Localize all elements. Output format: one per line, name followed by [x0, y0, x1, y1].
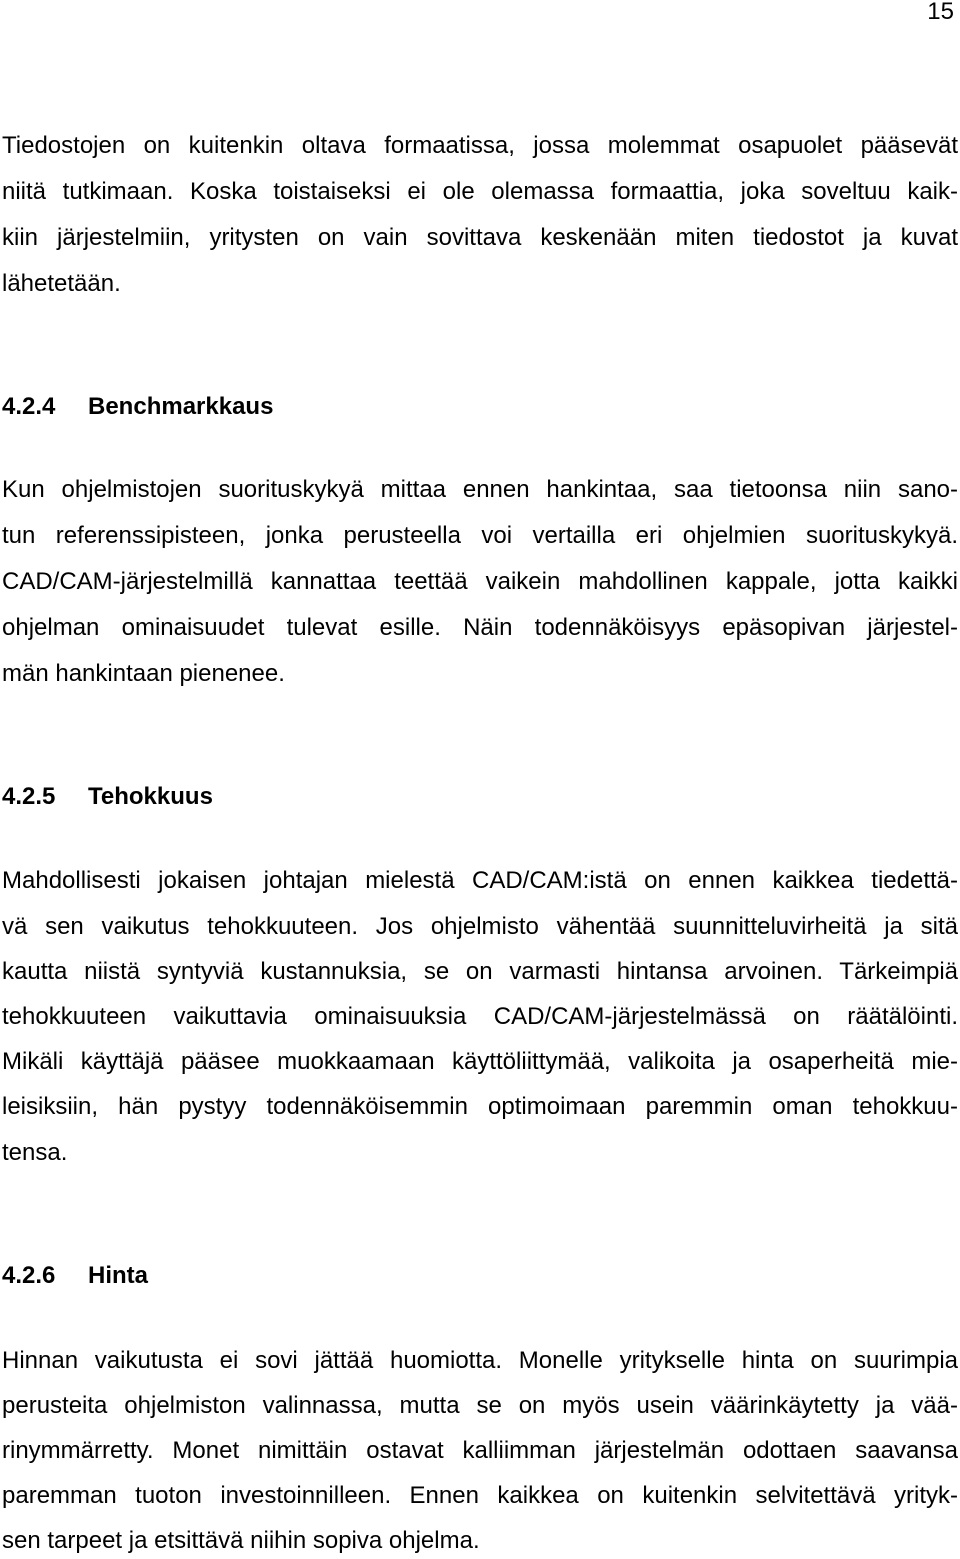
- section-number: 4.2.5: [2, 783, 56, 810]
- paragraph-line: vä sen vaikutus tehokkuuteen. Jos ohjelmisto vähentää suunnitteluvirheitä ja sitä: [2, 913, 958, 940]
- paragraph-line: ohjelman ominaisuudet tulevat esille. Näin todennäköisyys epäsopivan järjestel-: [2, 614, 958, 641]
- section-number: 4.2.4: [2, 393, 56, 420]
- paragraph-line: perusteita ohjelmiston valinnassa, mutta se on myös usein väärinkäytetty ja vää-: [2, 1392, 958, 1419]
- section-title: Benchmarkkaus: [88, 393, 274, 420]
- paragraph-line: Tiedostojen on kuitenkin oltava formaatissa, jossa molemmat osapuolet pääsevät: [2, 132, 958, 159]
- paragraph-line: Kun ohjelmistojen suorituskykyä mittaa ennen hankintaa, saa tietoonsa niin sano-: [2, 476, 958, 503]
- section-heading-tehokkuus: [2, 783, 213, 811]
- paragraph-line: rinymmärretty. Monet nimittäin ostavat kalliimman järjestelmän odottaen saavansa: [2, 1437, 958, 1464]
- paragraph-line: kiin järjestelmiin, yritysten on vain sovittava keskenään miten tiedostot ja kuvat: [2, 224, 958, 251]
- paragraph-line: Mikäli käyttäjä pääsee muokkaamaan käyttöliittymää, valikoita ja osaperheitä mie-: [2, 1048, 958, 1075]
- paragraph-line: lähetetään.: [2, 270, 121, 297]
- paragraph-line: män hankintaan pienenee.: [2, 660, 285, 687]
- paragraph-line: tehokkuuteen vaikuttavia ominaisuuksia CAD/CAM-järjestelmässä on räätälöinti.: [2, 1003, 958, 1030]
- section-title: Hinta: [88, 1262, 148, 1289]
- section-title: Tehokkuus: [88, 783, 213, 810]
- paragraph-line: Hinnan vaikutusta ei sovi jättää huomiotta. Monelle yritykselle hinta on suurimpia: [2, 1347, 958, 1374]
- section-number: 4.2.6: [2, 1262, 56, 1289]
- paragraph-line: sen tarpeet ja etsittävä niihin sopiva ohjelma.: [2, 1527, 480, 1554]
- paragraph-line: paremman tuoton investoinnilleen. Ennen kaikkea on kuitenkin selvitettävä yrityk-: [2, 1482, 958, 1509]
- paragraph-line: tun referenssipisteen, jonka perusteella voi vertailla eri ohjelmien suorituskykyä.: [2, 522, 958, 549]
- paragraph-line: CAD/CAM-järjestelmillä kannattaa teettää vaikein mahdollinen kappale, jotta kaikki: [2, 568, 958, 595]
- paragraph-line: niitä tutkimaan. Koska toistaiseksi ei ole olemassa formaattia, joka soveltuu kaik-: [2, 178, 958, 205]
- paragraph-line: tensa.: [2, 1139, 68, 1166]
- page-number: 15: [927, 0, 954, 25]
- section-heading-hinta: [2, 1262, 148, 1290]
- paragraph-line: Mahdollisesti jokaisen johtajan mielestä CAD/CAM:istä on ennen kaikkea tiedettä-: [2, 867, 958, 894]
- paragraph-line: kautta niistä syntyviä kustannuksia, se on varmasti hintansa arvoinen. Tärkeimpiä: [2, 958, 958, 985]
- paragraph-line: leisiksiin, hän pystyy todennäköisemmin optimoimaan paremmin oman tehokkuu-: [2, 1093, 958, 1120]
- section-heading-benchmarkkaus: [2, 393, 273, 421]
